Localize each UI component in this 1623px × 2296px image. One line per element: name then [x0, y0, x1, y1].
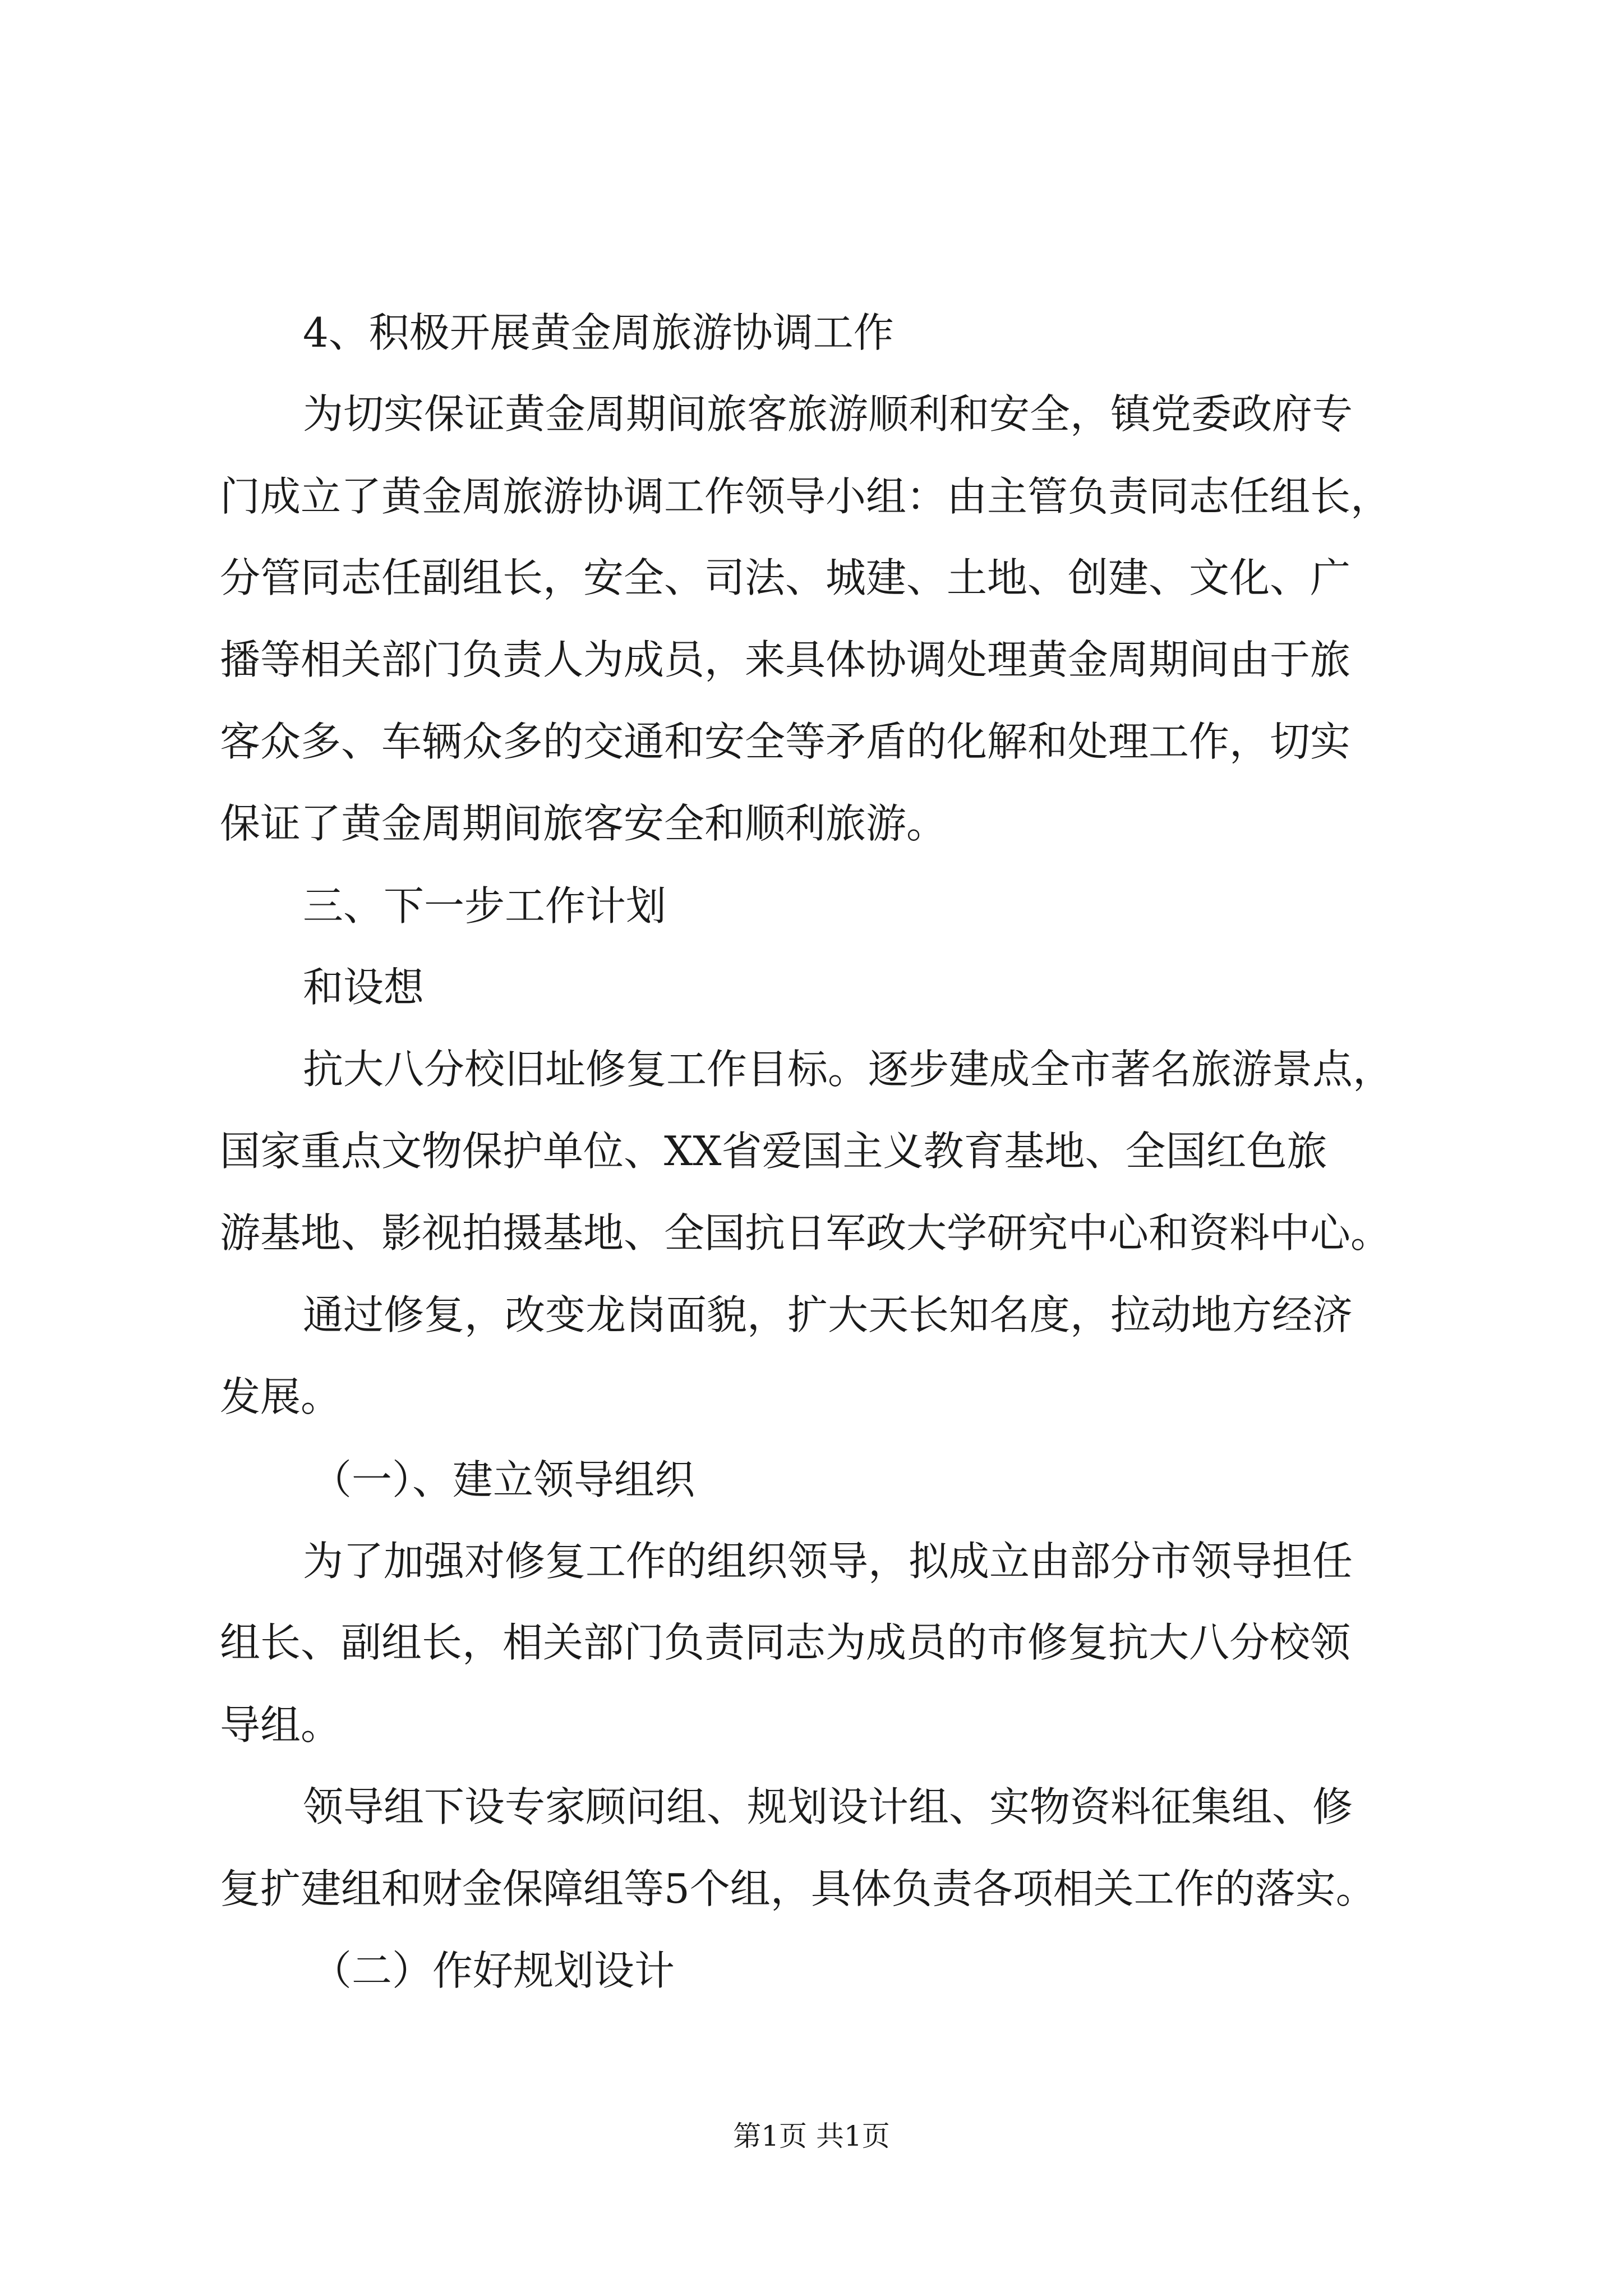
subsection-heading: （二）作好规划设计: [311, 1947, 675, 1994]
paragraph-line: 国家重点文物保护单位、XX省爱国主义教育基地、全国红色旅: [220, 1128, 1327, 1175]
paragraph-line: 导组。: [220, 1701, 342, 1749]
paragraph-line: 分管同志任副组长，安全、司法、城建、土地、创建、文化、广: [220, 554, 1351, 601]
heading-4: 4、积极开展黄金周旅游协调工作: [303, 309, 894, 356]
paragraph-line: 通过修复，改变龙岗面貌，扩大天长知名度，拉动地方经济: [303, 1291, 1353, 1338]
paragraph-line: 复扩建组和财金保障组等5个组，具体负责各项相关工作的落实。: [220, 1865, 1376, 1912]
page-footer: 第1页 共1页: [733, 2120, 890, 2152]
paragraph-line: 为了加强对修复工作的组织领导，拟成立由部分市领导担任: [303, 1538, 1353, 1585]
section-heading: 三、下一步工作计划: [303, 882, 667, 930]
paragraph-line: 领导组下设专家顾问组、规划设计组、实物资料征集组、修: [303, 1783, 1353, 1830]
paragraph-line: 为切实保证黄金周期间旅客旅游顺利和安全，镇党委政府专: [303, 390, 1353, 438]
subsection-heading: （一）、建立领导组织: [311, 1456, 695, 1503]
paragraph-line: 组长、副组长，相关部门负责同志为成员的市修复抗大八分校领: [220, 1619, 1351, 1666]
paragraph-line: 播等相关部门负责人为成员，来具体协调处理黄金周期间由于旅: [220, 636, 1351, 683]
paragraph-line: 客众多、车辆众多的交通和安全等矛盾的化解和处理工作，切实: [220, 718, 1351, 765]
paragraph-line: 游基地、影视拍摄基地、全国抗日军政大学研究中心和资料中心。: [220, 1209, 1391, 1257]
paragraph-line: 保证了黄金周期间旅客安全和顺利旅游。: [220, 800, 947, 847]
paragraph-line: 门成立了黄金周旅游协调工作领导小组：由主管负责同志任组长，: [220, 473, 1391, 520]
paragraph-line: 和设想: [303, 964, 425, 1011]
paragraph-line: 抗大八分校旧址修复工作目标。逐步建成全市著名旅游景点，: [303, 1046, 1394, 1093]
paragraph-line: 发展。: [220, 1373, 342, 1420]
